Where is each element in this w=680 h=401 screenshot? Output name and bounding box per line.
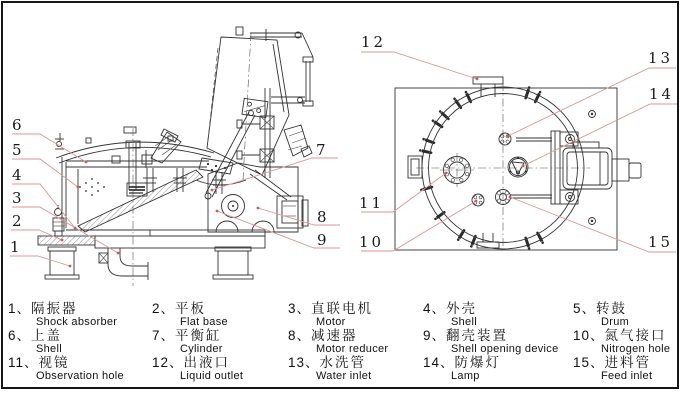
part-name-zh: 隔振器 [31, 301, 78, 316]
part-name-zh: 防爆灯 [454, 355, 502, 370]
legend-item-2 [152, 302, 288, 329]
callout-8: 8 [317, 208, 330, 226]
callout-7: 7 [316, 141, 329, 159]
callout-1: 1 [10, 238, 23, 256]
part-number: 14、 [423, 355, 455, 370]
legend-item-11 [8, 356, 152, 383]
part-name-en: Flat base [180, 316, 228, 328]
part-number: 5、 [573, 301, 597, 316]
observation-port [440, 153, 474, 187]
part-name-zh: 进料管 [604, 355, 652, 370]
part-name-zh: 直联电机 [311, 301, 374, 316]
part-name-zh: 视镜 [38, 355, 70, 370]
part-number: 8、 [288, 328, 312, 343]
legend-item-15 [573, 356, 676, 383]
part-number: 13、 [288, 355, 320, 370]
part-name-en: Water inlet [316, 370, 372, 382]
legend-item-13 [288, 356, 423, 383]
part-name-zh: 减速器 [311, 328, 358, 343]
legend-item-4 [423, 302, 573, 329]
callout-13: 13 [648, 49, 674, 67]
part-name-en: Shell opening device [451, 343, 559, 355]
callout-5: 5 [12, 141, 25, 159]
parts-legend [8, 302, 676, 383]
part-number: 1、 [8, 301, 32, 316]
callout-6: 6 [12, 116, 25, 134]
callout-10: 10 [359, 233, 385, 251]
legend-item-3 [288, 302, 423, 329]
legend-item-5 [573, 302, 676, 329]
callout-3: 3 [12, 189, 25, 207]
legend-item-12 [152, 356, 288, 383]
part-name-zh: 转鼓 [596, 301, 628, 316]
lamp-port [508, 157, 528, 177]
part-number: 12、 [152, 355, 184, 370]
side-view-drawing [38, 27, 313, 286]
callout-15: 15 [648, 233, 674, 251]
top-view-drawing [395, 77, 641, 253]
callout-2: 2 [12, 212, 25, 230]
part-name-zh: 出液口 [183, 355, 231, 370]
part-number: 6、 [8, 328, 32, 343]
part-name-en: Shell [451, 316, 477, 328]
callout-9: 9 [317, 231, 330, 249]
part-name-zh: 平衡缸 [175, 328, 222, 343]
base-and-feet [38, 230, 265, 280]
legend-item-1 [8, 302, 152, 329]
part-name-zh: 平板 [175, 301, 207, 316]
part-name-en: Observation hole [36, 370, 124, 382]
part-name-en: Motor [316, 316, 346, 328]
callout-14: 14 [649, 85, 675, 103]
legend-item-14 [423, 356, 573, 383]
part-name-zh: 氮气接口 [604, 328, 667, 343]
part-name-en: Drum [601, 316, 630, 328]
callout-11: 11 [359, 194, 385, 212]
legend-item-7 [152, 329, 288, 356]
reducer-housing [196, 111, 308, 233]
part-name-zh: 翻壳装置 [446, 328, 509, 343]
part-name-en: Liquid outlet [180, 370, 244, 382]
part-name-zh: 水洗管 [319, 355, 367, 370]
part-name-en: Lamp [451, 370, 480, 382]
legend-item-10 [573, 329, 676, 356]
part-name-zh: 上盖 [31, 328, 63, 343]
legend-item-9 [423, 329, 573, 356]
part-name-en: Cylinder [180, 343, 223, 355]
part-number: 11、 [8, 355, 39, 370]
nitrogen-port [472, 194, 484, 206]
part-number: 15、 [573, 355, 605, 370]
motor-assembly [510, 111, 641, 225]
part-name-en: Feed inlet [601, 370, 653, 382]
callout-12: 12 [361, 33, 387, 51]
part-name-en: Motor reducer [316, 343, 389, 355]
legend-item-8 [288, 329, 423, 356]
part-number: 2、 [152, 301, 176, 316]
part-number: 7、 [152, 328, 176, 343]
part-name-zh: 外壳 [446, 301, 478, 316]
part-name-en: Shell [36, 343, 62, 355]
water-inlet-port [499, 133, 511, 145]
callout-4: 4 [12, 166, 25, 184]
opened-cover [207, 27, 313, 180]
shell-body [55, 127, 226, 286]
part-name-en: Nitrogen hole [601, 343, 671, 355]
part-number: 4、 [423, 301, 447, 316]
part-number: 3、 [288, 301, 312, 316]
left-notch [408, 156, 422, 178]
part-number: 9、 [423, 328, 447, 343]
drum-perforation-dots [79, 178, 105, 196]
part-name-en: Shock absorber [36, 316, 118, 328]
part-number: 10、 [573, 328, 605, 343]
legend-item-6 [8, 329, 152, 356]
